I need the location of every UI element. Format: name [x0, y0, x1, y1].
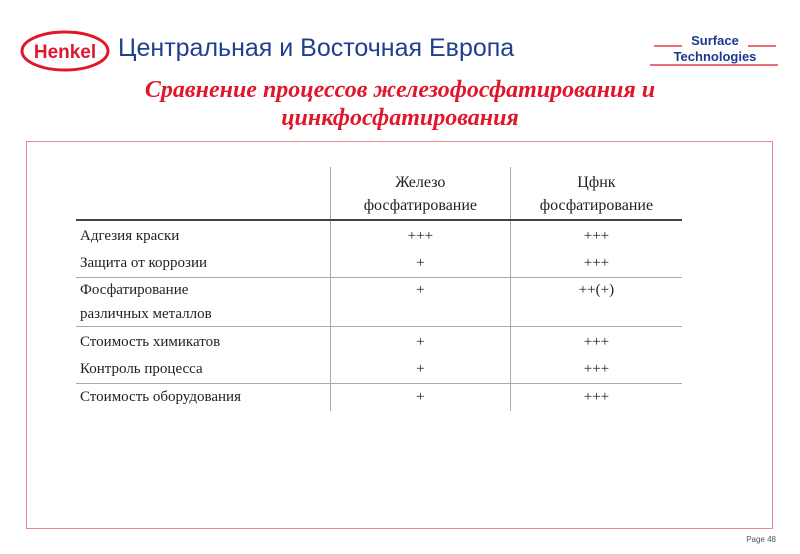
table-row: [76, 356, 682, 384]
header-cell-zinc: [510, 167, 682, 220]
page-number: Page 48: [746, 535, 776, 544]
iron-value: +: [330, 278, 510, 327]
zinc-value: +++: [510, 250, 682, 278]
slide-title-line2: цинкфосфатирования: [281, 105, 519, 131]
iron-value: +: [330, 327, 510, 357]
surface-logo-line2: Technologies: [673, 49, 757, 64]
comparison-table: [76, 167, 682, 411]
iron-value: +: [330, 356, 510, 384]
iron-value: +: [330, 384, 510, 412]
iron-value: +: [330, 250, 510, 278]
table-row: [76, 278, 682, 327]
surface-logo-line1: Surface: [691, 33, 739, 48]
header-cell-empty: [76, 167, 330, 220]
row-label-line1: Фосфатирование: [80, 282, 189, 298]
zinc-value: +++: [510, 220, 682, 250]
slide-title-line1: Сравнение процессов железофосфатирования и: [144, 77, 656, 103]
zinc-value: +++: [510, 384, 682, 412]
table-row: [76, 220, 682, 250]
row-label: Стоимость оборудования: [80, 389, 241, 405]
surface-technologies-logo: [648, 33, 780, 67]
table-row: [76, 384, 682, 412]
zinc-value: +++: [510, 327, 682, 357]
table-header-row: [76, 167, 682, 220]
slide-title: [0, 76, 800, 132]
henkel-logo-text: Henkel: [33, 42, 97, 63]
header-iron-line2: фосфатирование: [363, 197, 478, 214]
table-row: [76, 327, 682, 357]
row-label: Стоимость химикатов: [80, 334, 221, 350]
row-label: Контроль процесса: [80, 361, 203, 377]
row-label: Защита от коррозии: [80, 255, 208, 271]
header-cell-iron: [330, 167, 510, 220]
row-label: Адгезия краски: [80, 228, 180, 244]
region-heading: Центральная и Восточная Европа: [118, 34, 515, 62]
iron-value: +++: [330, 220, 510, 250]
zinc-value: ++(+): [510, 278, 682, 327]
header-zinc-line1: Цфнк: [577, 174, 616, 191]
henkel-logo: [20, 30, 110, 72]
header-iron-line1: Железо: [395, 174, 446, 191]
zinc-value: +++: [510, 356, 682, 384]
row-label-line2: различных металлов: [80, 306, 212, 322]
header-zinc-line2: фосфатирование: [539, 197, 654, 214]
table-row: [76, 250, 682, 278]
row-label: [76, 278, 330, 327]
